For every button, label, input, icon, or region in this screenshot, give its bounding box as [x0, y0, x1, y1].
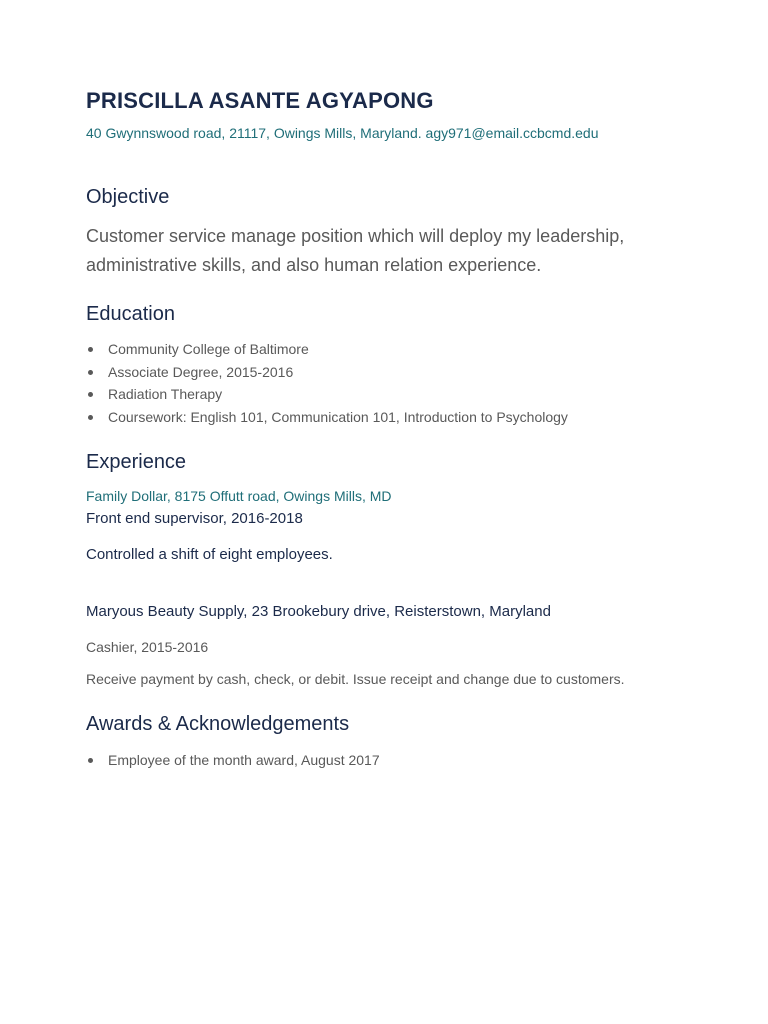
- job-title: Front end supervisor, 2016-2018: [86, 510, 303, 527]
- bullet-icon: [88, 347, 93, 352]
- candidate-name: PRISCILLA ASANTE AGYAPONG: [86, 88, 434, 113]
- contact-info: 40 Gwynnswood road, 21117, Owings Mills, Maryland. agy971@email.ccbcmd.edu: [86, 125, 599, 141]
- bullet-icon: [88, 415, 93, 420]
- education-list: [86, 338, 568, 428]
- job-employer: Family Dollar, 8175 Offutt road, Owings Mills, MD: [86, 488, 392, 504]
- education-item: Associate Degree, 2015-2016: [86, 361, 568, 384]
- job-description: Controlled a shift of eight employees.: [86, 546, 333, 563]
- bullet-icon: [88, 370, 93, 375]
- education-item: Community College of Baltimore: [86, 338, 568, 361]
- bullet-icon: [88, 758, 93, 763]
- job-title: Cashier, 2015-2016: [86, 639, 209, 655]
- bullet-icon: [88, 392, 93, 397]
- education-item: Radiation Therapy: [86, 383, 568, 406]
- awards-heading: Awards & Acknowledgements: [86, 713, 350, 735]
- education-heading: Education: [86, 303, 175, 325]
- objective-heading: Objective: [86, 186, 170, 208]
- job-description: Receive payment by cash, check, or debit. Issue receipt and change due to customers.: [86, 671, 625, 687]
- awards-list: [86, 749, 380, 772]
- education-item: Coursework: English 101, Communication 101, Introduction to Psychology: [86, 406, 568, 429]
- job-employer: Maryous Beauty Supply, 23 Brookebury drive, Reisterstown, Maryland: [86, 603, 551, 620]
- objective-text: Customer service manage position which will deploy my leadership, administrative skills, and also human relation experience.: [86, 226, 625, 275]
- award-item: Employee of the month award, August 2017: [86, 749, 380, 772]
- experience-heading: Experience: [86, 451, 187, 473]
